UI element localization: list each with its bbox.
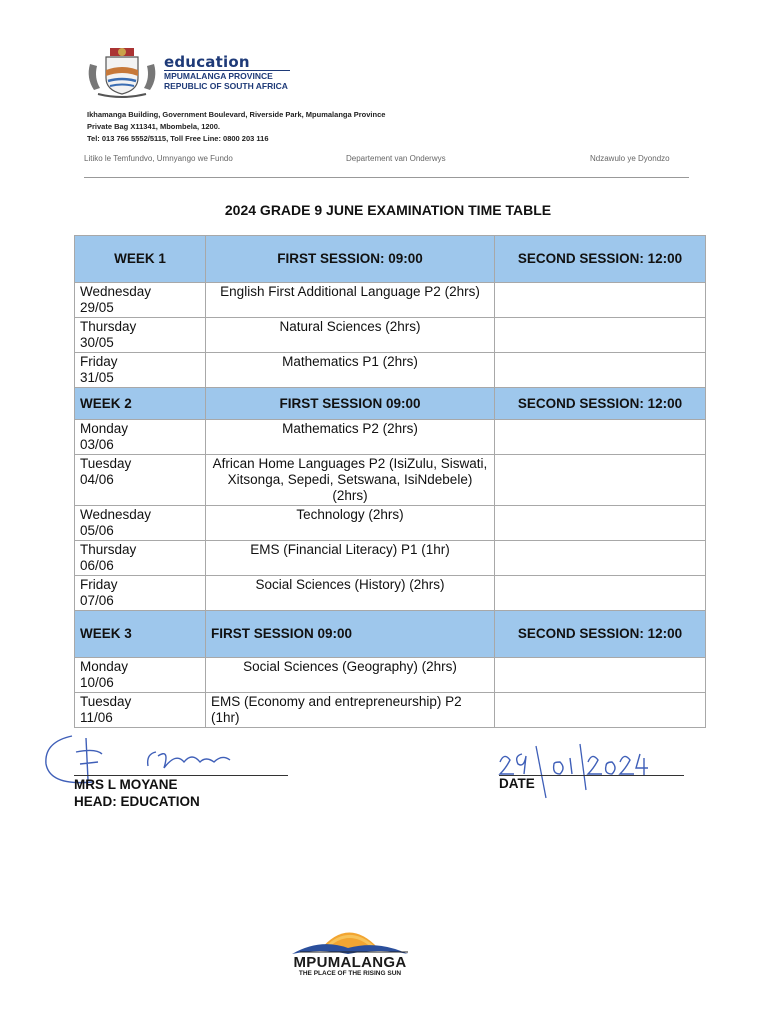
day-cell (75, 420, 206, 455)
second-session-cell (495, 541, 706, 576)
subject-cell: EMS (Financial Literacy) P1 (1hr) (206, 541, 495, 576)
handwritten-date (492, 740, 682, 800)
logo-name: MPUMALANGA (293, 954, 407, 971)
day-name: Monday (80, 421, 129, 436)
day-cell (75, 506, 206, 541)
subject-cell: Mathematics P2 (2hrs) (206, 420, 495, 455)
second-session-cell (495, 506, 706, 541)
second-session-header: SECOND SESSION: 12:00 (495, 611, 706, 658)
day-date: 05/06 (80, 523, 114, 538)
week-header-row (75, 388, 706, 420)
day-date: 31/05 (80, 370, 114, 385)
address-line: Tel: 013 766 5552/5115, Toll Free Line: 0800 203 116 (87, 134, 269, 143)
day-name: Monday (80, 659, 129, 674)
table-row (75, 353, 706, 388)
day-cell (75, 455, 206, 506)
second-session-cell (495, 693, 706, 728)
subject-cell: English First Additional Language P2 (2hrs) (206, 283, 495, 318)
language-afrikaans: Departement van Onderwys (346, 154, 446, 163)
signatory-role: HEAD: EDUCATION (74, 794, 200, 809)
language-tsonga: Ndzawulo ye Dyondzo (590, 154, 670, 163)
week-label: WEEK 2 (75, 388, 206, 420)
republic-line: REPUBLIC OF SOUTH AFRICA (164, 81, 288, 91)
logo-tagline: THE PLACE OF THE RISING SUN (298, 970, 402, 977)
coat-of-arms-icon (84, 44, 160, 100)
week-header-row (75, 236, 706, 283)
second-session-cell (495, 283, 706, 318)
day-cell (75, 318, 206, 353)
table-row (75, 541, 706, 576)
language-swati: Litiko le Temfundvo, Umnyango we Fundo (84, 154, 233, 163)
table-row (75, 455, 706, 506)
subject-cell: Social Sciences (History) (2hrs) (206, 576, 495, 611)
day-cell (75, 541, 206, 576)
subject-cell: African Home Languages P2 (IsiZulu, Siswati, Xitsonga, Sepedi, Setswana, IsiNdebele) (2hrs) (206, 455, 495, 506)
table-row (75, 283, 706, 318)
day-name: Tuesday (80, 456, 132, 471)
first-session-header: FIRST SESSION: 09:00 (206, 236, 495, 283)
day-name: Wednesday (80, 507, 152, 522)
day-name: Tuesday (80, 694, 132, 709)
day-date: 06/06 (80, 558, 114, 573)
table-row (75, 693, 706, 728)
signatory-name: MRS L MOYANE (74, 777, 178, 792)
day-name: Thursday (80, 542, 137, 557)
letterhead-address (87, 109, 385, 145)
table-row (75, 318, 706, 353)
subject-cell: Social Sciences (Geography) (2hrs) (206, 658, 495, 693)
day-cell (75, 353, 206, 388)
day-date: 11/06 (80, 710, 113, 725)
second-session-cell (495, 576, 706, 611)
exam-timetable (74, 235, 706, 728)
day-date: 03/06 (80, 437, 114, 452)
day-date: 04/06 (80, 472, 114, 487)
day-cell (75, 658, 206, 693)
second-session-cell (495, 658, 706, 693)
week-header-row (75, 611, 706, 658)
week-label: WEEK 1 (75, 236, 206, 283)
signatory-block (74, 776, 200, 810)
day-date: 29/05 (80, 300, 114, 315)
day-name: Thursday (80, 319, 137, 334)
day-cell (75, 283, 206, 318)
table-row (75, 658, 706, 693)
letterhead-divider (84, 177, 689, 178)
date-label: DATE (499, 776, 535, 791)
second-session-cell (495, 420, 706, 455)
day-date: 07/06 (80, 593, 114, 608)
second-session-cell (495, 318, 706, 353)
letterhead-province (164, 71, 288, 91)
subject-cell: Natural Sciences (2hrs) (206, 318, 495, 353)
letterhead-education-word: education (164, 53, 250, 71)
second-session-cell (495, 455, 706, 506)
subject-cell: EMS (Economy and entrepreneurship) P2 (1hr) (206, 693, 495, 728)
address-line: Ikhamanga Building, Government Boulevard, Riverside Park, Mpumalanga Province (87, 110, 386, 119)
address-line: Private Bag X11341, Mbombela, 1200. (87, 122, 220, 131)
second-session-cell (495, 353, 706, 388)
table-row (75, 506, 706, 541)
first-session-header: FIRST SESSION 09:00 (206, 611, 495, 658)
day-name: Wednesday (80, 284, 152, 299)
province-line: MPUMALANGA PROVINCE (164, 71, 273, 81)
subject-cell: Mathematics P1 (2hrs) (206, 353, 495, 388)
day-date: 10/06 (80, 675, 114, 690)
second-session-header: SECOND SESSION: 12:00 (495, 236, 706, 283)
day-name: Friday (80, 577, 118, 592)
table-row (75, 576, 706, 611)
day-cell (75, 576, 206, 611)
day-name: Friday (80, 354, 118, 369)
day-date: 30/05 (80, 335, 114, 350)
subject-cell: Technology (2hrs) (206, 506, 495, 541)
second-session-header: SECOND SESSION: 12:00 (495, 388, 706, 420)
document-title: 2024 GRADE 9 JUNE EXAMINATION TIME TABLE (224, 202, 552, 218)
week-label: WEEK 3 (75, 611, 206, 658)
table-row (75, 420, 706, 455)
day-cell (75, 693, 206, 728)
first-session-header: FIRST SESSION 09:00 (206, 388, 495, 420)
